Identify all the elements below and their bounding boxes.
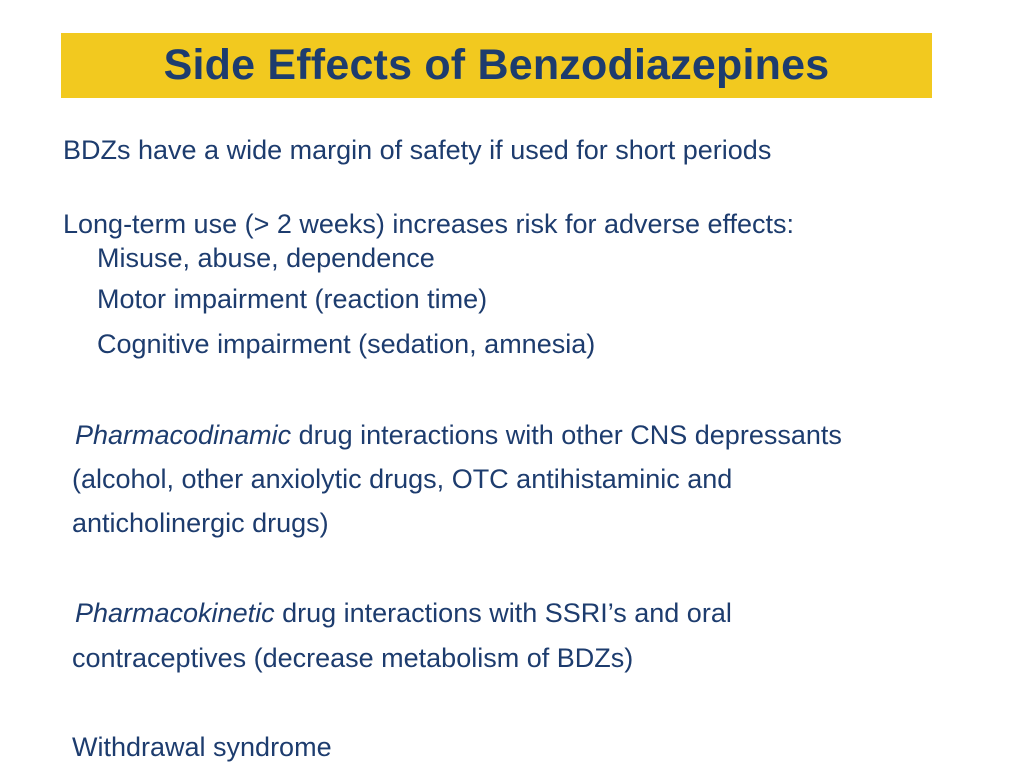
- slide-title: Side Effects of Benzodiazepines: [163, 41, 830, 89]
- pharmacokinetic-line-2: contraceptives (decrease metabolism of BDZs): [72, 643, 634, 673]
- intro-text: BDZs have a wide margin of safety if used for short periods: [63, 135, 772, 165]
- pharmacokinetic-line-1: [75, 600, 732, 627]
- pharmacodynamic-line-2: (alcohol, other anxiolytic drugs, OTC antihistaminic and: [72, 464, 733, 494]
- withdrawal-text: Withdrawal syndrome: [72, 732, 332, 762]
- pharmacodynamic-text-1: drug interactions with other CNS depressants: [291, 420, 842, 450]
- long-term-heading: Long-term use (> 2 weeks) increases risk for adverse effects:: [63, 209, 795, 239]
- long-term-item-motor: Motor impairment (reaction time): [97, 284, 488, 314]
- pharmacodynamic-line-3: anticholinergic drugs): [72, 508, 329, 538]
- pharmacodynamic-line-1: [75, 422, 842, 449]
- title-banner: [61, 33, 932, 98]
- pharmacodynamic-term: Pharmacodinamic: [75, 420, 292, 450]
- long-term-item-cognitive: Cognitive impairment (sedation, amnesia): [97, 329, 596, 359]
- pharmacokinetic-text-1: drug interactions with SSRI’s and oral: [274, 598, 732, 628]
- pharmacokinetic-term: Pharmacokinetic: [75, 598, 275, 628]
- long-term-item-misuse: Misuse, abuse, dependence: [97, 243, 435, 273]
